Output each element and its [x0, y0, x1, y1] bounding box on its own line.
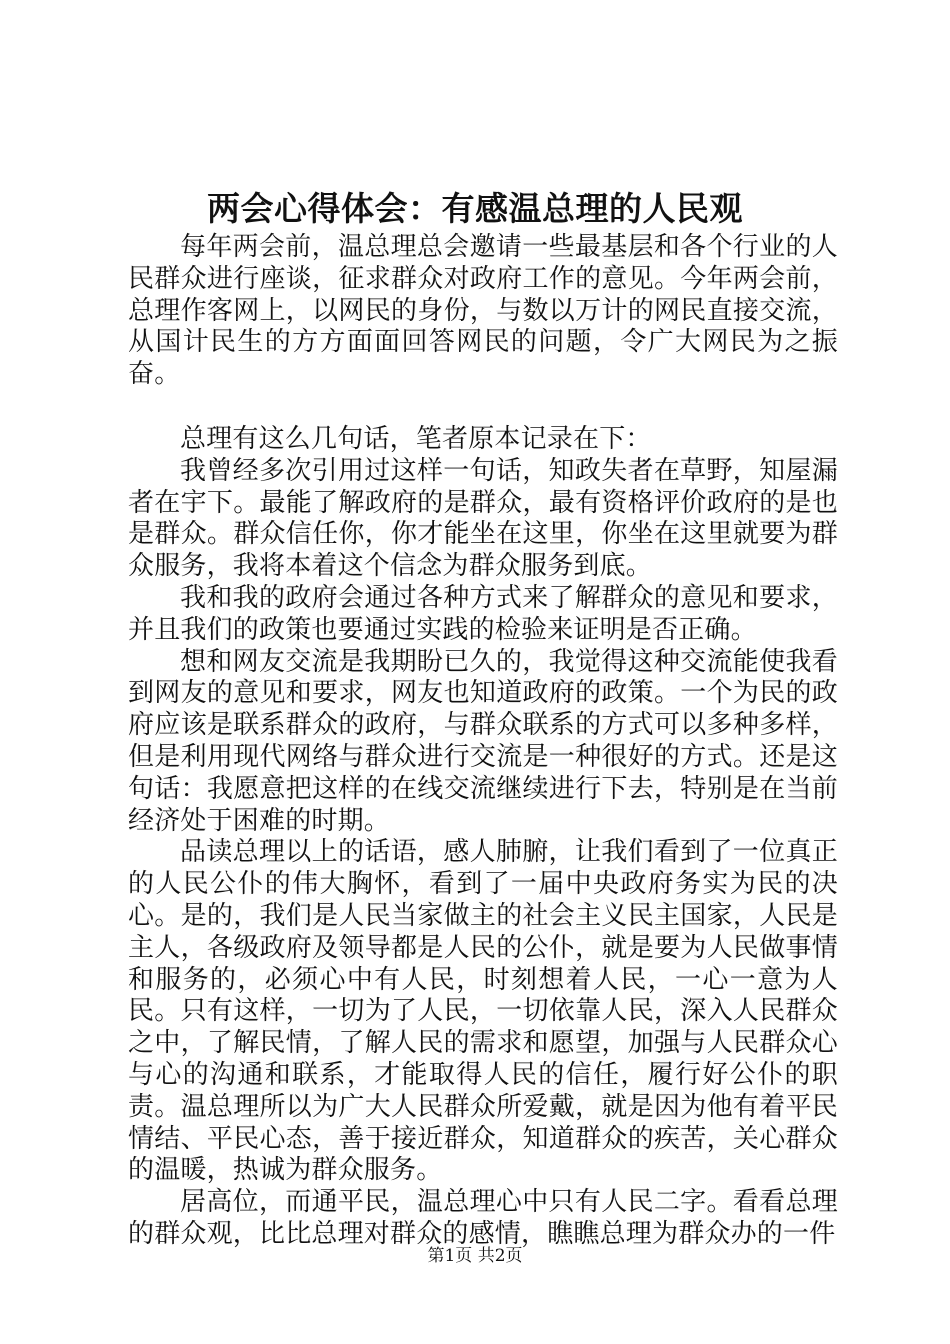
paragraph-intro: 每年两会前，温总理总会邀请一些最基层和各个行业的人民群众进行座谈，征求群众对政府工作的意见。今年两会前，总理作客网上，以网民的身份，与数以万计的网民直接交流，从国计民生的方方面面回答网民的问题，令广大网民为之振奋。 [128, 232, 838, 390]
paragraph-quote-3: 想和网友交流是我期盼已久的，我觉得这种交流能使我看到网友的意见和要求，网友也知道政府的政策。一个为民的政府应该是联系群众的政府，与群众联系的方式可以多种多样，但是利用现代网络与群众进行交流是一种很好的方式。还是这句话：我愿意把这样的在线交流继续进行下去，特别是在当前经济处于困难的时期。 [128, 646, 838, 836]
paragraph-commentary: 品读总理以上的话语，感人肺腑，让我们看到了一位真正的人民公仆的伟大胸怀，看到了一届中央政府务实为民的决心。是的，我们是人民当家做主的社会主义民主国家，人民是主人，各级政府及领导都是人民的公仆，就是要为人民做事情和服务的，必须心中有人民，时刻想着人民，一心一意为人民。只有这样，一切为了人民，一切依靠人民，深入人民群众之中，了解民情，了解人民的需求和愿望，加强与人民群众心与心的沟通和联系，才能取得人民的信任，履行好公仆的职责。温总理所以为广大人民群众所爱戴，就是因为他有着平民情结、平民心态，善于接近群众，知道群众的疾苦，关心群众的温暖，热诚为群众服务。 [128, 837, 838, 1186]
document-body [128, 232, 838, 1251]
paragraph-closing: 居高位，而通平民，温总理心中只有人民二字。看看总理的群众观，比比总理对群众的感情，瞧瞧总理为群众办的一件 [128, 1187, 838, 1249]
paragraph-quote-2: 我和我的政府会通过各种方式来了解群众的意见和要求，并且我们的政策也要通过实践的检验来证明是否正确。 [128, 582, 838, 645]
paragraph-quote-lead: 总理有这么几句话，笔者原本记录在下： [180, 423, 652, 454]
paragraph-quote-1: 我曾经多次引用过这样一句话，知政失者在草野，知屋漏者在宇下。最能了解政府的是群众，最有资格评价政府的是也是群众。群众信任你，你才能坐在这里，你坐在这里就要为群众服务，我将本着这个信念为群众服务到底。 [128, 455, 838, 582]
page-footer: 第1页 共2页 [427, 1246, 523, 1266]
document-title: 两会心得体会：有感温总理的人民观 [207, 189, 743, 228]
